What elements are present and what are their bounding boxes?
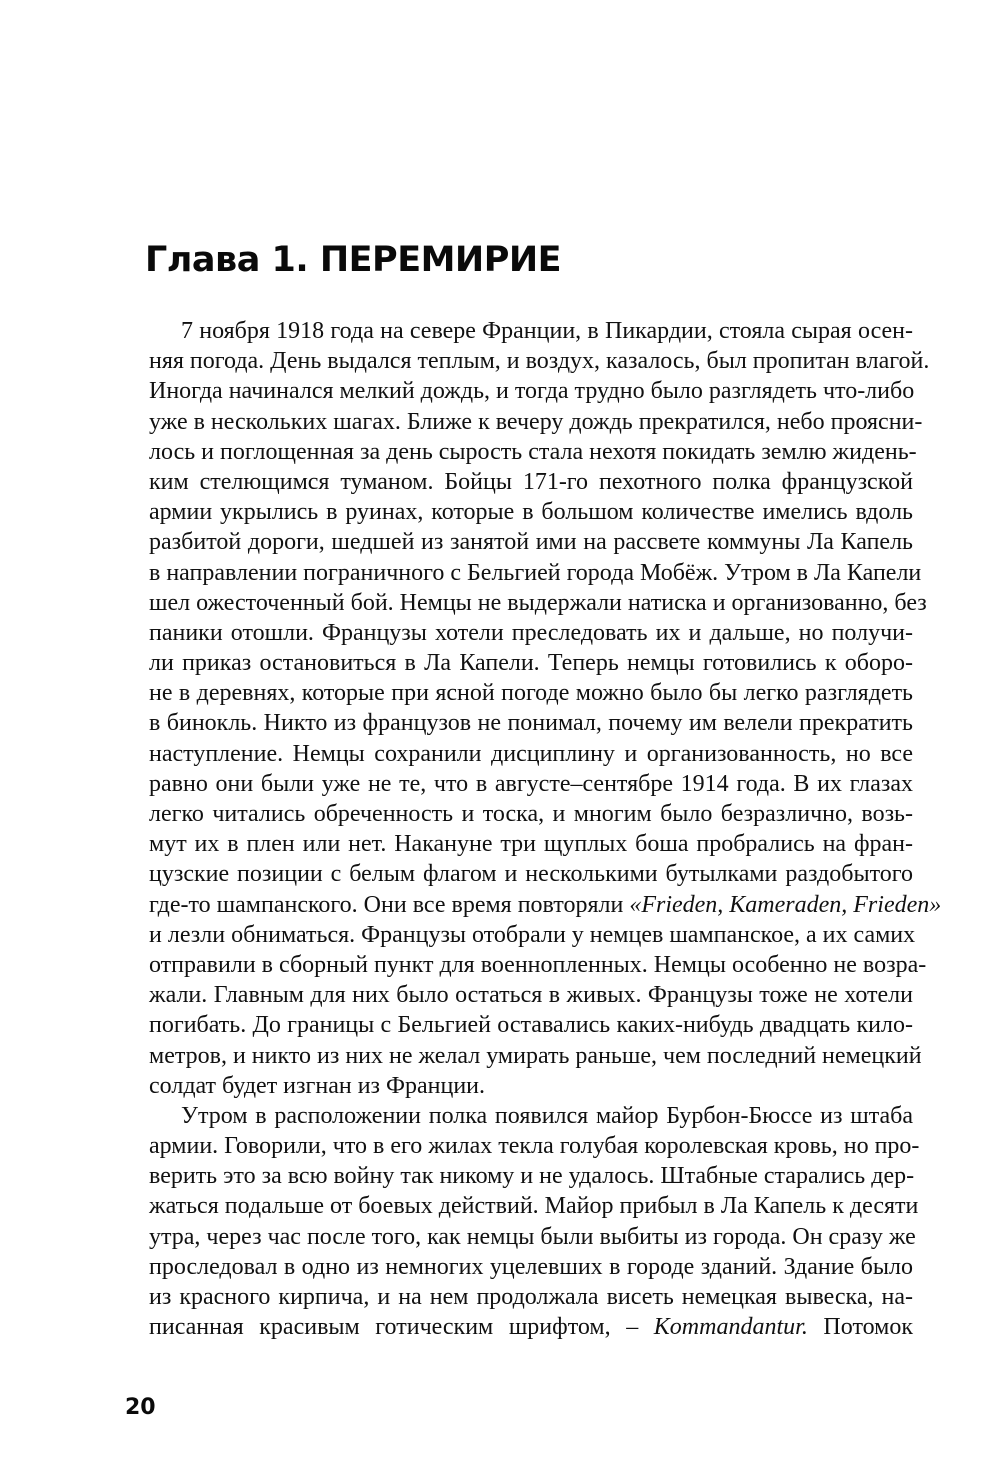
text-line: верить это за всю войну так никому и не удалось. Штабные старались дер-: [149, 1163, 915, 1190]
text-line: в бинокль. Никто из французов не понимал, почему им велели прекратить: [149, 710, 913, 737]
text-line: няя погода. День выдался теплым, и воздух, казалось, был пропитан влагой.: [149, 348, 930, 375]
text-segment: писанная красивым готическим шрифтом, –: [149, 1314, 654, 1341]
text-line: армии. Говорили, что в его жилах текла голубая королевская кровь, но про-: [149, 1133, 920, 1160]
text-line: проследовал в одно из немногих уцелевших в городе зданий. Здание было: [149, 1253, 913, 1280]
body-text: [117, 316, 942, 1342]
text-line: шел ожесточенный бой. Немцы не выдержали натиска и организованно, без: [149, 589, 927, 616]
text-line: лось и поглощенная за день сырость стала нехотя покидать землю жидень-: [149, 438, 917, 465]
page-number: 20: [125, 1395, 156, 1420]
text-line: армии укрылись в руинах, которые в большом количестве имелись вдоль: [149, 499, 913, 526]
text-line: утра, через час после того, как немцы были выбиты из города. Он сразу же: [149, 1223, 916, 1250]
text-line: ким стелющимся туманом. Бойцы 171-го пехотного полка французской: [149, 468, 913, 495]
text-line-with-quote: [117, 890, 942, 920]
paragraph-1: [117, 316, 942, 1101]
text-line: уже в нескольких шагах. Ближе к вечеру дождь прекратился, небо проясни-: [149, 408, 923, 435]
text-line: Иногда начинался мелкий дождь, и тогда трудно было разглядеть что-либо: [149, 378, 915, 405]
text-line: цузские позиции с белым флагом и несколькими бутылками раздобытого: [149, 861, 913, 888]
german-term: Kommandantur.: [653, 1314, 808, 1341]
text-line-with-term: [117, 1312, 913, 1342]
text-line: из красного кирпича, и на нем продолжала висеть немецкая вывеска, на-: [149, 1284, 913, 1310]
text-line: и лезли обниматься. Французы отобрали у немцев шампанское, а их самих: [149, 921, 916, 948]
text-line: метров, и никто из них не желал умирать раньше, чем последний немецкий: [149, 1042, 922, 1069]
text-line: наступление. Немцы сохранили дисциплину и организованность, но все: [149, 740, 913, 767]
german-quote: «Frieden, Kameraden, Frieden»: [629, 891, 942, 918]
chapter-title: Глава 1. ПЕРЕМИРИЕ: [145, 240, 562, 280]
paragraph-2: [117, 1101, 920, 1343]
text-line: жаться подальше от боевых действий. Майор прибыл в Ла Капель к десяти: [149, 1193, 919, 1220]
text-segment: Потомок: [807, 1314, 913, 1341]
text-line: мут их в плен или нет. Накануне три щуплых боша пробрались на фран-: [149, 831, 913, 858]
text-line: жали. Главным для них было остаться в живых. Французы тоже не хотели: [149, 982, 913, 1009]
text-line: 7 ноября 1918 года на севере Франции, в Пикардии, стояла сырая осен-: [181, 318, 913, 344]
text-line: солдат будет изгнан из Франции.: [149, 1072, 485, 1099]
text-line: не в деревнях, которые при ясной погоде можно было бы легко разглядеть: [149, 680, 913, 707]
text-line: равно они были уже не те, что в августе–сентябре 1914 года. В их глазах: [149, 770, 913, 797]
text-line: разбитой дороги, шедшей из занятой ими на рассвете коммуны Ла Капель: [149, 529, 913, 556]
text-line: легко читались обреченность и тоска, и многим было безразлично, возь-: [149, 801, 913, 827]
text-line: ли приказ остановиться в Ла Капели. Теперь немцы готовились к оборо-: [149, 650, 913, 677]
text-segment: где-то шампанского. Они все время повторяли: [149, 891, 630, 918]
text-line: Утром в расположении полка появился майор Бурбон-Бюссе из штаба: [181, 1102, 913, 1129]
text-line: отправили в сборный пункт для военнопленных. Немцы особенно не возра-: [149, 951, 927, 978]
text-line: паники отошли. Французы хотели преследовать их и дальше, но получи-: [149, 619, 913, 646]
text-line: в направлении пограничного с Бельгией города Мобёж. Утром в Ла Капели: [149, 559, 922, 586]
text-line: погибать. До границы с Бельгией оставались каких-нибудь двадцать кило-: [149, 1012, 913, 1039]
